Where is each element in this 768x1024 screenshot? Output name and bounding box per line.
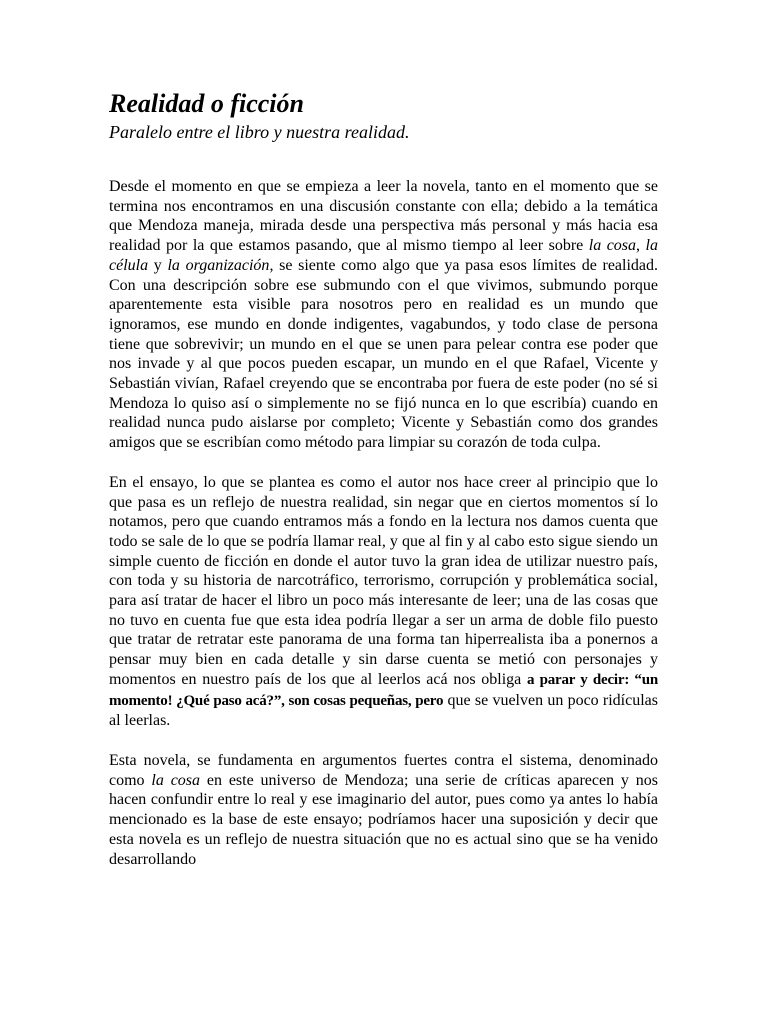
paragraph-1-text-a: Desde el momento en que se empieza a leer la novela, tanto en el momento que se termina nos encontramos en una discusión constante con ella; debido a la temática que Mendoza maneja, mirada desde una perspectiva más personal y más hacia esa realidad por la que estamos pasando, que al mismo tiempo al leer sobre <box>109 178 658 255</box>
paragraph-3-text-a: Esta novela, se fundamenta en argumentos fuertes contra el sistema, denominado como <box>109 751 658 789</box>
paragraph-2-text-b: que se vuelven un poco ridículas al leerlas. <box>109 691 658 730</box>
paragraph-1-text-c: y <box>148 256 168 274</box>
paragraph-1-text-b: , <box>636 237 646 255</box>
paragraph-3 <box>109 751 658 869</box>
paragraph-1-text-d: , se siente como algo que ya pasa esos límites de realidad. Con una descripción sobre ese submundo con el que vivimos, submundo porque aparentemente esta visible para nosotros pero en realidad es un mundo que ignoramos, ese mundo en donde indigentes, vagabundos, y todo clase de persona tiene que sobrevivir; un mundo en el que se unen para pelear contra ese poder que nos invade y al que pocos pueden escapar, un mundo en el que Rafael, Vicente y Sebastián vivían, Rafael creyendo que se encontraba por fuera de este poder (no sé si Mendoza lo quiso así o simplemente no se fijó nunca en lo que escribía) cuando en realidad nunca pudo aislarse por completo; Vicente y Sebastián como dos grandes amigos que se escribían como método para limpiar su corazón de toda culpa. <box>109 256 659 452</box>
document-subtitle: Paralelo entre el libro y nuestra realidad. <box>109 122 410 142</box>
paragraph-3-text-b: en este universo de Mendoza; una serie de críticas aparecen y nos hacen confundir entre lo real y ese imaginario del autor, pues como ya antes lo había mencionado es la base de este ensayo; podríamos hacer una suposición y decir que esta novela es un reflejo de nuestra situación que no es actual sino que se ha venido desarrollando <box>109 771 659 868</box>
document-body <box>109 88 658 869</box>
paragraph-3-italic-la-cosa: la cosa <box>151 771 201 789</box>
paragraph-1 <box>109 177 658 453</box>
paragraph-2-text-a: En el ensayo, lo que se plantea es como el autor nos hace creer al principio que lo que pasa es un reflejo de nuestra realidad, sin negar que en ciertos momentos sí lo notamos, pero que cuando entramos más a fondo en la lectura nos damos cuenta que todo se sale de lo que se podría llamar real, y que al fin y al cabo esto sigue siendo un simple cuento de ficción en donde el autor tuvo la gran idea de utilizar nuestro país, con toda y su historia de narcotráfico, terrorismo, corrupción y problemática social, para así tratar de hacer el libro un poco más interesante de leer; una de las cosas que no tuvo en cuenta fue que esta idea podría llegar a ser un arma de doble filo puesto que tratar de retratar este panorama de una forma tan hiperrealista iba a ponernos a pensar muy bien en cada detalle y sin darse cuenta se metió con personajes y momentos en nuestro país de los que al leerlos acá nos obliga <box>109 473 658 688</box>
paragraph-1-italic-la-cosa: la cosa <box>588 237 637 255</box>
paragraph-2 <box>109 473 658 731</box>
document-title: Realidad o ficción <box>109 89 304 118</box>
paragraph-2-bold-quote: a parar y decir: “un momento! ¿Qué paso acá?”, son cosas pequeñas, pero <box>109 671 658 709</box>
paragraph-1-italic-la-organizacion: la organización <box>167 256 270 274</box>
paragraph-1-italic-la-celula: la célula <box>109 237 658 274</box>
